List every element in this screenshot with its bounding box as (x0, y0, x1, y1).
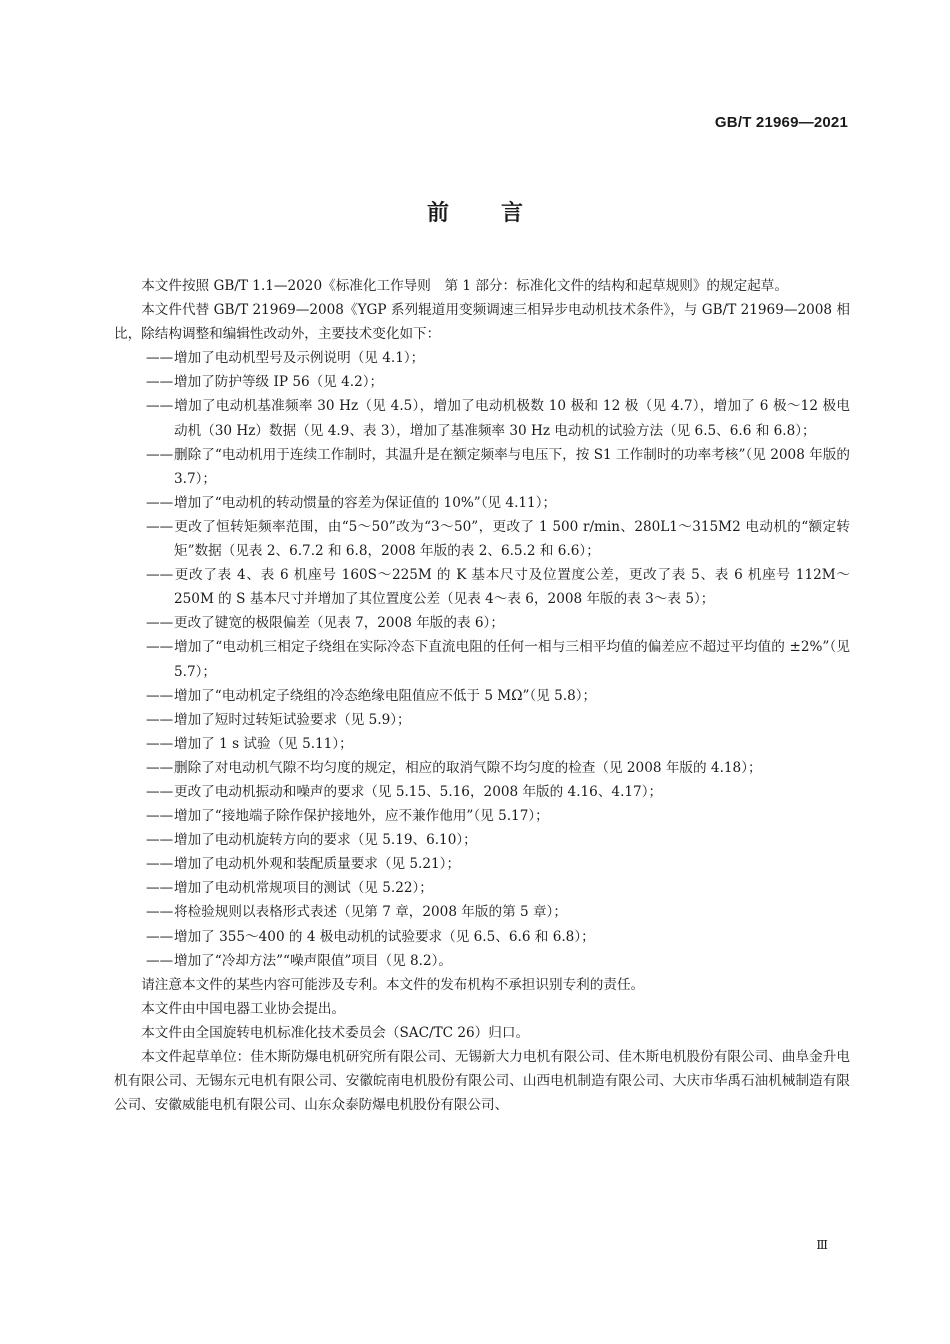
dash-marker: —— (146, 832, 174, 849)
change-text: 增加了 355～400 的 4 极电动机的试验要求（见 6.5、6.6 和 6.8）； (174, 928, 595, 945)
change-text: 增加了“接地端子除作保护接地外，应不兼作他用”（见 5.17）； (174, 808, 549, 825)
change-item (114, 370, 850, 394)
change-item (114, 611, 850, 635)
change-item (114, 635, 850, 683)
dash-marker: —— (146, 711, 174, 728)
change-text: 删除了对电动机气隙不均匀度的规定，相应的取消气隙不均匀度的检查（见 2008 年版的 4.18）； (174, 759, 762, 776)
change-item (114, 491, 850, 515)
dash-marker: —— (146, 687, 174, 704)
change-item (114, 732, 850, 756)
foreword-body (114, 274, 850, 1117)
change-item (114, 684, 850, 708)
dash-marker: —— (146, 398, 174, 415)
change-text: 增加了“电动机定子绕组的冷态绝缘电阻值应不低于 5 MΩ”（见 5.8）； (174, 687, 597, 704)
change-text: 增加了短时过转矩试验要求（见 5.9）； (174, 711, 411, 728)
change-text: 增加了电动机常规项目的测试（见 5.22）； (174, 880, 433, 897)
change-item (114, 852, 850, 876)
dash-marker: —— (146, 952, 174, 969)
change-item (114, 394, 850, 442)
dash-marker: —— (146, 374, 174, 391)
dash-marker: —— (146, 759, 174, 776)
change-text: 增加了 1 s 试验（见 5.11）； (174, 735, 353, 752)
change-item (114, 563, 850, 611)
dash-marker: —— (146, 518, 174, 535)
change-text: 增加了电动机基准频率 30 Hz（见 4.5），增加了电动机极数 10 极和 12 极（见 4.7），增加了 6 极～12 极电动机（30 Hz）数据（见 4.9、表 3），增加了基准频率 30 Hz 电动机的试验方法（见 6.5、6.6 和 6.8）； (174, 398, 850, 439)
dash-marker: —— (146, 880, 174, 897)
change-item (114, 804, 850, 828)
change-item (114, 925, 850, 949)
change-text: 增加了电动机外观和装配质量要求（见 5.21）； (174, 856, 461, 873)
change-text: 增加了“冷却方法”“噪声限值”项目（见 8.2）。 (174, 952, 453, 969)
dash-marker: —— (146, 350, 174, 367)
dash-marker: —— (146, 639, 174, 656)
change-text: 更改了恒转矩频率范围，由“5～50”改为“3～50”，更改了 1 500 r/min、280L1～315M2 电动机的“额定转矩”数据（见表 2、6.7.2 和 6.8，2008 年版的表 2、6.5.2 和 6.6）； (174, 518, 850, 560)
change-item (114, 443, 850, 491)
page-title: 前言 (426, 201, 575, 226)
dash-marker: —— (146, 928, 174, 945)
dash-marker: —— (146, 856, 174, 873)
change-text: 更改了表 4、表 6 机座号 160S～225M 的 K 基本尺寸及位置度公差，更改了表 5、表 6 机座号 112M～250M 的 S 基本尺寸并增加了其位置度公差（见表 4～表 6，2008 年版的表 3～表 5）； (174, 567, 850, 608)
change-text: 增加了“电动机三相定子绕组在实际冷态下直流电阻的任何一相与三相平均值的偏差应不超过平均值的 ±2%”（见 5.7）； (174, 639, 850, 680)
dash-marker: —— (146, 494, 174, 511)
change-item (114, 949, 850, 973)
page-number: Ⅲ (816, 1238, 828, 1252)
document-code: GB/T 21969—2021 (714, 114, 848, 131)
paragraph: 本文件由中国电器工业协会提出。 (141, 1000, 346, 1017)
change-text: 增加了电动机旋转方向的要求（见 5.19、6.10）； (174, 832, 477, 849)
change-item (114, 346, 850, 370)
change-text: 增加了电动机型号及示例说明（见 4.1）； (174, 350, 425, 367)
change-item (114, 876, 850, 900)
paragraph: 请注意本文件的某些内容可能涉及专利。本文件的发布机构不承担识别专利的责任。 (141, 976, 645, 993)
dash-marker: —— (146, 446, 174, 463)
dash-marker: —— (146, 904, 174, 921)
change-text: 将检验规则以表格形式表述（见第 7 章，2008 年版的第 5 章）； (174, 904, 567, 921)
change-item (114, 780, 850, 804)
paragraph: 本文件代替 GB/T 21969—2008《YGP 系列辊道用变频调速三相异步电动机技术条件》，与 GB/T 21969—2008 相比，除结构调整和编辑性改动外，主要技术变化如下： (114, 302, 850, 343)
change-item (114, 900, 850, 924)
change-item (114, 708, 850, 732)
change-text: 增加了“电动机的转动惯量的容差为保证值的 10%”（见 4.11）； (174, 494, 557, 511)
change-text: 增加了防护等级 IP 56（见 4.2）； (174, 374, 384, 391)
change-text: 删除了“电动机用于连续工作制时，其温升是在额定频率与电压下，按 S1 工作制时的功率考核”（见 2008 年版的 3.7）； (174, 446, 850, 487)
dash-marker: —— (146, 783, 174, 800)
dash-marker: —— (146, 735, 174, 752)
change-item (114, 515, 850, 563)
paragraph: 本文件由全国旋转电机标准化技术委员会（SAC/TC 26）归口。 (141, 1024, 530, 1041)
change-text: 更改了电动机振动和噪声的要求（见 5.15、5.16，2008 年版的 4.16、4.17）； (174, 783, 663, 800)
change-item (114, 756, 850, 780)
paragraph: 本文件按照 GB/T 1.1—2020《标准化工作导则 第 1 部分：标准化文件的结构和起草规则》的规定起草。 (141, 278, 788, 294)
change-text: 更改了键宽的极限偏差（见表 7，2008 年版的表 6）； (174, 615, 504, 632)
paragraph: 本文件起草单位：佳木斯防爆电机研究所有限公司、无锡新大力电机有限公司、佳木斯电机股份有限公司、曲阜金升电机有限公司、无锡东元电机有限公司、安徽皖南电机股份有限公司、山西电机制造有限公司、大庆市华禹石油机械制造有限公司、安徽威能电机有限公司、山东众泰防爆电机股份有限公司、 (114, 1049, 850, 1114)
change-item (114, 828, 850, 852)
dash-marker: —— (146, 615, 174, 632)
dash-marker: —— (146, 567, 174, 584)
dash-marker: —— (146, 808, 174, 825)
